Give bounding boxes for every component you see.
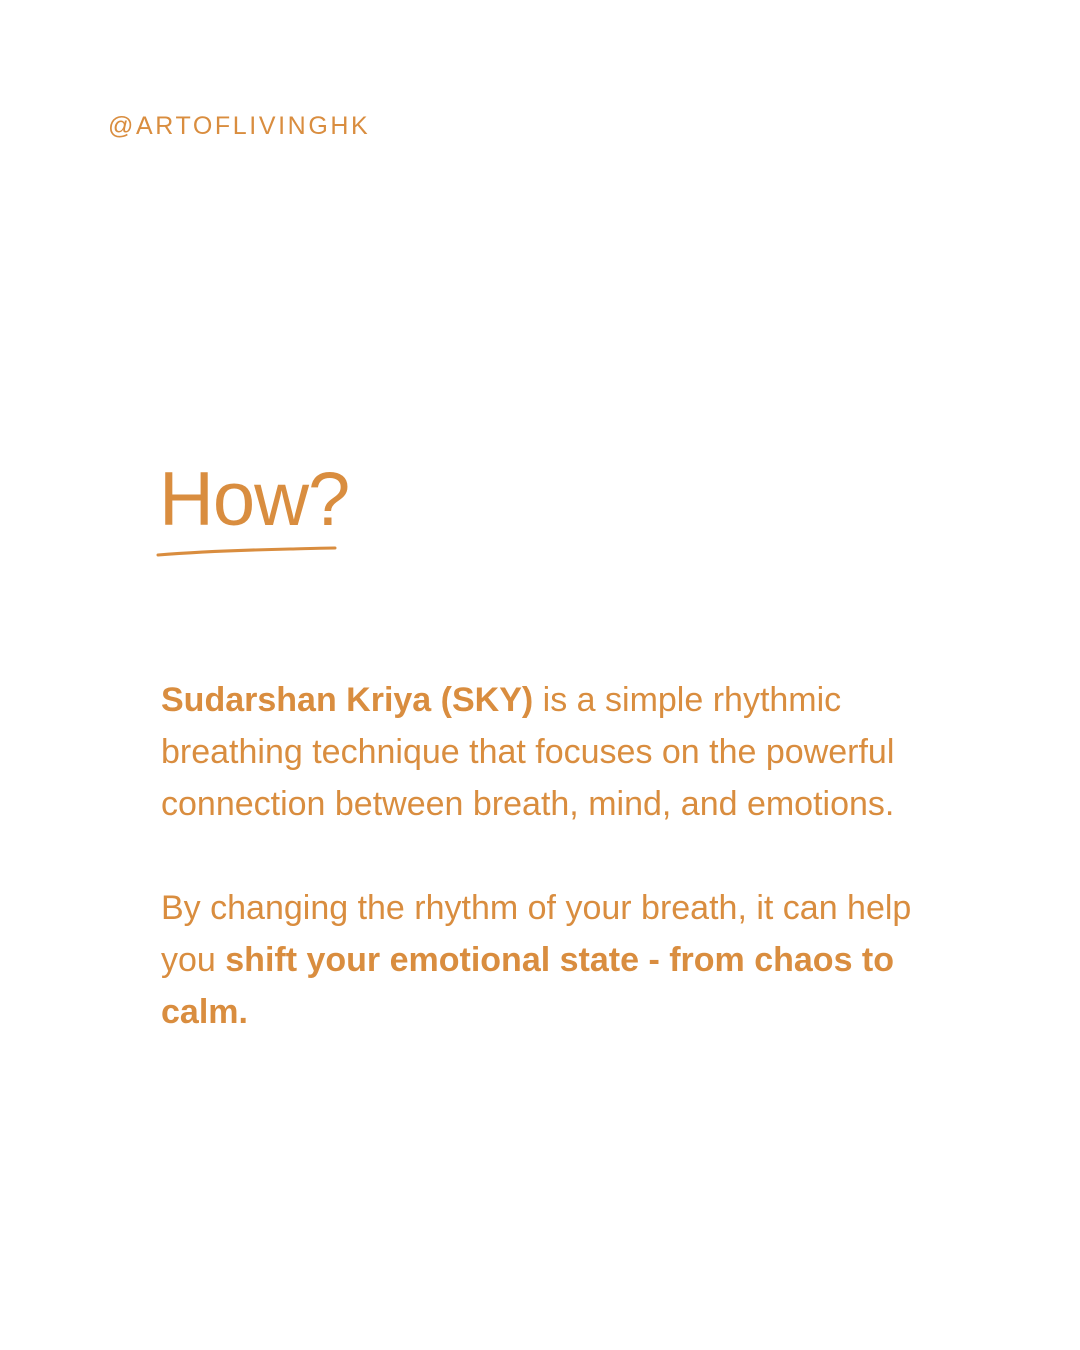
- paragraph-benefit: [161, 882, 941, 1038]
- account-handle: @ARTOFLIVINGHK: [108, 112, 371, 140]
- paragraph-intro: [161, 674, 941, 830]
- body-text: [161, 674, 941, 1038]
- sky-term: Sudarshan Kriya (SKY): [161, 681, 534, 719]
- intro-text: is a simple rhythmic breathing technique that focuses on the powerful connection between breath, mind, and emotions.: [161, 681, 895, 823]
- benefit-highlight: shift your emotional state - from chaos to calm.: [161, 941, 895, 1031]
- benefit-lead-text: By changing the rhythm of your breath, it can help you: [161, 889, 912, 979]
- brush-underline-icon: [155, 540, 340, 562]
- page-heading: How?: [159, 457, 350, 542]
